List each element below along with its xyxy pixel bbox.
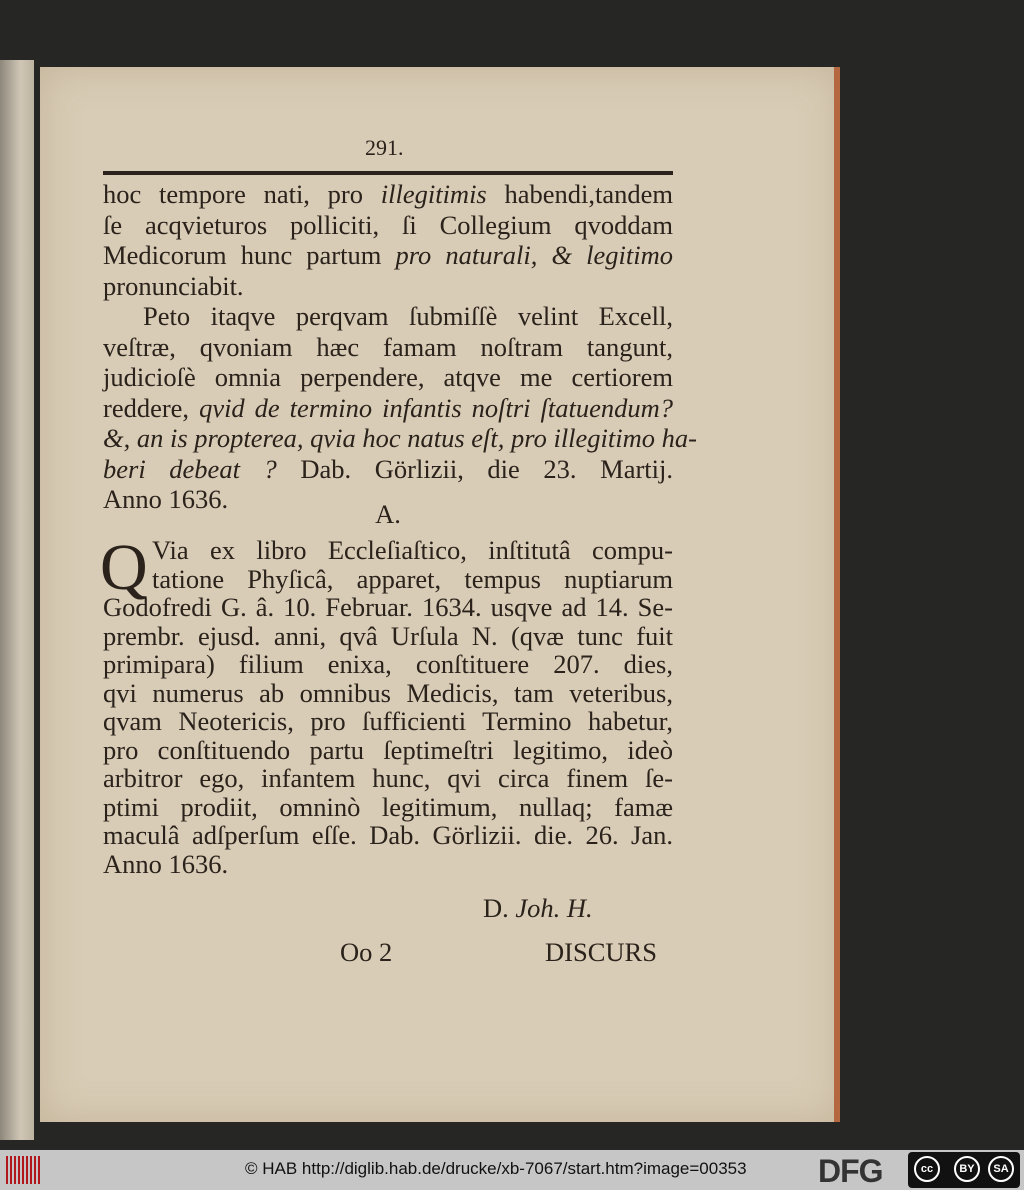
answer-line: qvi numerus ab omnibus Medicis, tam veteribus, bbox=[103, 677, 673, 708]
text-segment: Dab. Görlizii, die 23. Martij. bbox=[276, 453, 674, 484]
answer-line: pro conſtituendo partu ſeptimeſtri legitimo, ideò bbox=[103, 734, 673, 765]
text-segment: veſtræ, qvoniam hæc famam noſtram tangunt, bbox=[103, 331, 673, 362]
text-line bbox=[103, 240, 673, 270]
hab-logo-icon bbox=[6, 1156, 40, 1184]
text-segment: habendi,tandem bbox=[486, 179, 674, 209]
answer-line: arbitror ego, infantem hunc, qvi circa finem ſe- bbox=[103, 763, 673, 793]
text-line bbox=[103, 332, 673, 362]
answer-line: Via ex libro Eccleſiaſtico, inſtitutâ compu- bbox=[152, 535, 673, 565]
italic-text: pro naturali, & legitimo bbox=[395, 240, 673, 270]
answer-line: Anno 1636. bbox=[103, 848, 229, 879]
drop-cap: Q bbox=[100, 531, 148, 604]
answer-line: Godofredi G. â. 10. Februar. 1634. usqve ad 14. Se- bbox=[103, 592, 673, 622]
signature bbox=[483, 893, 683, 923]
footer-bar bbox=[0, 1150, 1024, 1190]
signature-name: Joh. H. bbox=[515, 893, 593, 923]
text-segment: Medicorum hunc partum bbox=[103, 240, 396, 270]
answer-line: tatione Phyſicâ, apparet, tempus nuptiarum bbox=[152, 563, 673, 594]
italic-text: beri debeat ? bbox=[103, 453, 277, 484]
text-line bbox=[103, 423, 697, 453]
italic-text: &, an is propterea, qvia hoc natus eſt, pro illegitimo ha- bbox=[103, 423, 697, 453]
sa-icon: SA bbox=[988, 1156, 1014, 1182]
text-segment: Anno 1636. bbox=[103, 484, 229, 514]
catchword: DISCURS bbox=[545, 937, 657, 967]
signature-mark: Oo 2 bbox=[340, 937, 393, 967]
answer-line: prembr. ejusd. anni, qvâ Urſula N. (qvæ tunc fuit bbox=[103, 620, 673, 651]
facing-page-edge bbox=[0, 60, 34, 1140]
text-line bbox=[103, 179, 673, 209]
text-line bbox=[103, 210, 673, 240]
footer-link[interactable]: © HAB http://diglib.hab.de/drucke/xb-7067/start.htm?image=00353 bbox=[245, 1159, 747, 1178]
answer-line: ptimi prodiit, omninò legitimum, nullaq; famæ bbox=[103, 791, 673, 822]
text-line bbox=[103, 362, 673, 392]
answer-line: qvam Neotericis, pro ſufficienti Termino habetur, bbox=[103, 706, 673, 736]
dfg-logo: DFG bbox=[818, 1153, 883, 1189]
text-segment: reddere, bbox=[103, 392, 200, 423]
text-line bbox=[103, 454, 673, 484]
answer-line: primipara) filium enixa, conſtituere 207. dies, bbox=[103, 649, 673, 679]
text-segment: pronunciabit. bbox=[103, 270, 244, 301]
book-page bbox=[40, 67, 840, 1122]
text-line bbox=[103, 484, 673, 514]
italic-text: illegitimis bbox=[380, 179, 487, 209]
by-icon: BY bbox=[954, 1156, 980, 1182]
answer-line: maculâ adſperſum eſſe. Dab. Görlizii. die. 26. Jan. bbox=[103, 820, 673, 850]
page-edge bbox=[834, 67, 840, 1122]
signature-prefix: D. bbox=[483, 893, 516, 923]
text-segment: Peto itaqve perqvam ſubmiſſè velint Excell, bbox=[143, 301, 673, 331]
text-line bbox=[103, 271, 673, 301]
italic-text: qvid de termino infantis noſtri ſtatuendum? bbox=[199, 392, 673, 423]
text-line bbox=[103, 393, 673, 423]
text-segment: hoc tempore nati, pro bbox=[103, 179, 381, 209]
text-line bbox=[143, 301, 673, 331]
cc-license-badge[interactable] bbox=[908, 1152, 1020, 1188]
page-number: 291. bbox=[365, 135, 404, 160]
text-segment: ſe acqvieturos polliciti, ſi Collegium qvoddam bbox=[103, 209, 673, 240]
header-rule bbox=[103, 171, 673, 175]
text-segment: judicioſè omnia perpendere, atqve me certiorem bbox=[103, 362, 673, 392]
answer-heading: A. bbox=[375, 499, 401, 529]
cc-icon: cc bbox=[914, 1156, 940, 1182]
